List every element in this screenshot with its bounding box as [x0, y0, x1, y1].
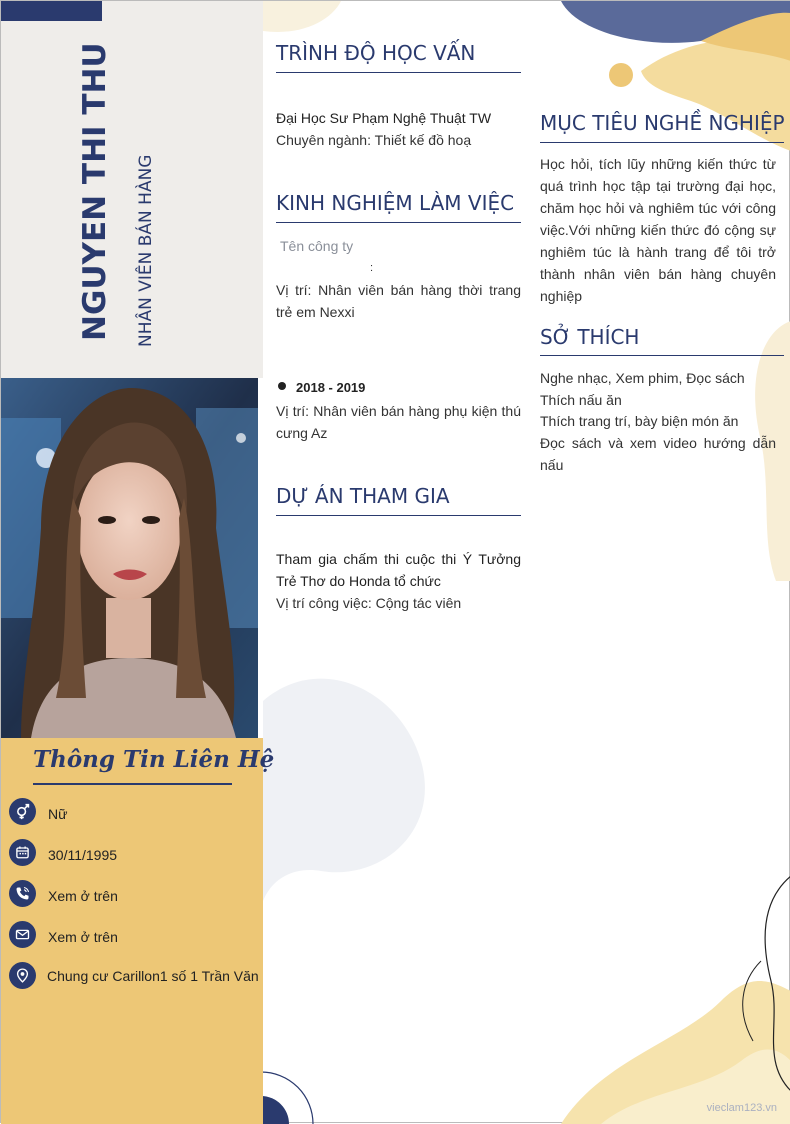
decor-gold-dot [609, 63, 633, 87]
education-divider [276, 72, 521, 73]
contact-title: Thông Tin Liên Hệ [33, 746, 275, 773]
experience-heading: KINH NGHIỆM LÀM VIỆC [276, 191, 515, 215]
company-name-placeholder: Tên công ty [280, 238, 354, 254]
calendar-icon [9, 839, 36, 866]
projects-heading: DỰ ÁN THAM GIA [276, 484, 450, 508]
projects-divider [276, 515, 521, 516]
contact-address: Chung cư Carillon1 số 1 Trần Văn [47, 968, 259, 984]
phone-icon [9, 880, 36, 907]
experience-divider [276, 222, 521, 223]
bullet-icon [278, 382, 286, 390]
hobby-item: Đọc sách và xem video hướng dẫn nấu [540, 435, 776, 473]
watermark: vieclam123.vn [706, 1102, 777, 1114]
objective-heading: MỤC TIÊU NGHỀ NGHIỆP [540, 111, 785, 135]
hobby-item: Thích nấu ăn [540, 392, 622, 408]
education-school: Đại Học Sư Phạm Nghệ Thuật TW [276, 110, 492, 126]
hobbies-divider [540, 355, 784, 356]
project-role: Vị trí công việc: Cộng tác viên [276, 595, 462, 611]
job2-position: Vị trí: Nhân viên bán hàng phụ kiện thú cưng Az [276, 403, 521, 441]
education-heading: TRÌNH ĐỘ HỌC VẤN [276, 41, 476, 65]
gender-icon [9, 798, 36, 825]
candidate-name: NGUYEN THI THU [77, 42, 113, 341]
hobby-item: Nghe nhạc, Xem phim, Đọc sách [540, 370, 745, 386]
objective-divider [540, 142, 784, 143]
decor-grey-blob [263, 679, 425, 901]
profile-photo [1, 378, 258, 738]
hobbies-heading: SỞ THÍCH [540, 325, 640, 349]
contact-phone: Xem ở trên [48, 888, 118, 904]
objective-text: Học hỏi, tích lũy những kiến thức từ quá trình học tập tại trường đại học, chăm học hỏi và nghiêm túc với công việc.Với những kiến thức đó cộng sự nghiêm túc là hành trang để tôi trở thành nhân viên bán hàng chuyên nghiệp [540, 156, 776, 304]
contact-email: Xem ở trên [48, 929, 118, 945]
education-major: Chuyên ngành: Thiết kế đồ hoạ [276, 132, 472, 148]
company-colon: : [370, 262, 374, 274]
job1-position: Vị trí: Nhân viên bán hàng thời trang trẻ em Nexxi [276, 282, 521, 320]
hobby-item: Thích trang trí, bày biện món ăn [540, 413, 739, 429]
sidebar-accent-bar [1, 1, 102, 21]
contact-title-underline [33, 783, 232, 785]
contact-dob: 30/11/1995 [48, 847, 118, 863]
project-name: Tham gia chấm thi cuộc thi Ý Tưởng Trẻ Thơ do Honda tổ chức [276, 551, 521, 589]
contact-panel [1, 738, 263, 1124]
decor-cream-blob [263, 1, 341, 32]
sidebar-header-bg [1, 1, 263, 378]
candidate-job-title: NHÂN VIÊN BÁN HÀNG [136, 154, 156, 347]
job2-period: 2018 - 2019 [296, 380, 366, 395]
contact-gender: Nữ [48, 806, 68, 822]
location-pin-icon [9, 962, 36, 989]
email-icon [9, 921, 36, 948]
